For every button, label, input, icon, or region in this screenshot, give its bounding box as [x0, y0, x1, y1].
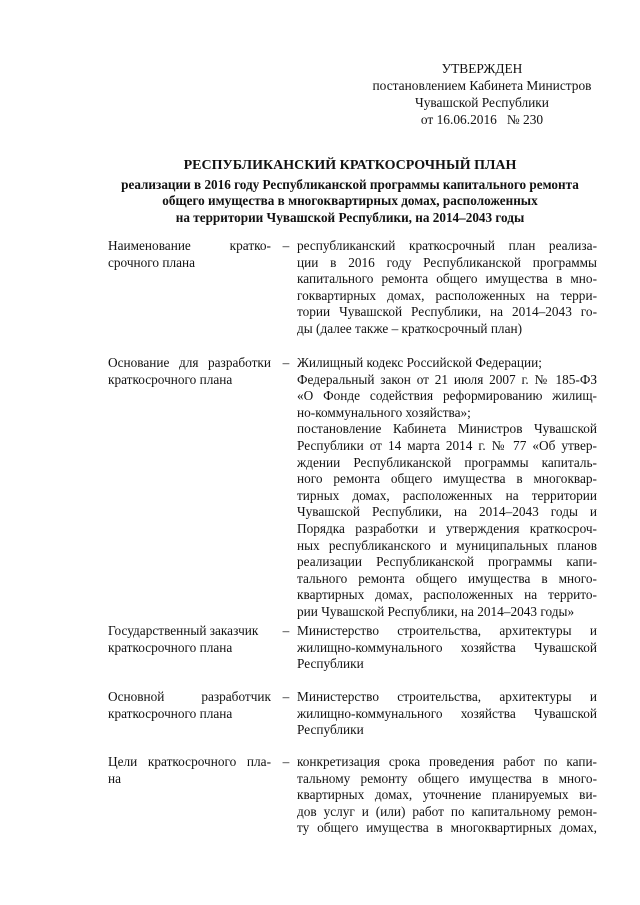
row-value-line: Порядка разработки и утверждения краткосроч- — [297, 520, 597, 536]
row-value-line: гоквартирных домах, расположенных на терри- — [297, 287, 597, 303]
row-label — [108, 238, 271, 271]
row-value-line: Республики — [297, 656, 364, 672]
document-heading — [100, 158, 600, 226]
row-value — [297, 754, 597, 837]
row-label-line: краткосрочного плана — [108, 639, 233, 655]
row-value-line: рии Чувашской Республики, на 2014–2043 годы» — [297, 603, 575, 619]
row-value-line: тальному ремонту общего имущества в много- — [297, 770, 597, 786]
row-value-line: ды (далее также – краткосрочный план) — [297, 320, 523, 336]
row-value — [297, 238, 597, 338]
row-label — [108, 689, 271, 722]
row-dash: – — [282, 623, 290, 638]
row-value-line: капитального ремонта общего имущества в мно- — [297, 271, 597, 287]
row-value — [297, 689, 597, 739]
row-value-line: конкретизация срока проведения работ по капи- — [297, 754, 597, 769]
document-title: РЕСПУБЛИКАНСКИЙ КРАТКОСРОЧНЫЙ ПЛАН — [183, 158, 517, 173]
row-value-line: Министерство строительства, архитектуры и — [297, 689, 597, 704]
row-label — [108, 623, 271, 656]
row-value-line: жилищно-коммунального хозяйства Чувашской — [297, 639, 597, 655]
row-value-line: «О Фонде содействия реформированию жилищ- — [297, 388, 597, 404]
row-label-line: краткосрочного плана — [108, 705, 233, 721]
row-value-line: Жилищный кодекс Российской Федерации; — [297, 355, 542, 370]
approval-line: постановлением Кабинета Министров — [372, 78, 592, 93]
row-label-line: Основание для разработки — [108, 355, 271, 370]
row-dash: – — [282, 689, 290, 704]
row-value-line: ту общего имущества в многоквартирных домах, — [297, 820, 597, 836]
row-value-line: Республики от 14 марта 2014 г. № 77 «Об утвер- — [297, 437, 597, 453]
row-label-line: Цели краткосрочного пла- — [108, 754, 271, 769]
row-value — [297, 355, 597, 621]
row-value-line: квартирных домах, уточнение планируемых ви- — [297, 787, 597, 803]
document-subtitle-line: на территории Чувашской Республики, на 2014–2043 годы — [175, 209, 525, 225]
row-label-line: на — [108, 770, 122, 786]
row-dash: – — [282, 754, 290, 769]
row-value-line: реализации Республиканской программы капи- — [297, 554, 597, 570]
row-label — [108, 754, 271, 787]
row-label-line: Государственный заказчик — [108, 623, 259, 638]
row-value-line: Республики — [297, 722, 364, 738]
row-value-line: республиканский краткосрочный план реализа- — [297, 238, 597, 253]
approval-stamp — [362, 60, 602, 128]
row-label — [108, 355, 271, 388]
row-value-line: тального ремонта общего имущества в много- — [297, 570, 597, 586]
row-label-line: Наименование кратко- — [108, 238, 271, 253]
row-label-line: Основной разработчик — [108, 689, 271, 704]
row-value-line: квартирных домах, расположенных на террито- — [297, 587, 597, 603]
approval-line: от 16.06.2016 № 230 — [420, 112, 544, 127]
approval-line: Чувашской Республики — [415, 95, 549, 110]
row-value-line: ного ремонта общего имущества в многоквар- — [297, 471, 597, 487]
row-value-line: но-коммунального хозяйства»; — [297, 404, 471, 420]
row-value-line: дов услуг и (или) работ по капитальному ремон- — [297, 803, 597, 819]
row-value-line: Федеральный закон от 21 июля 2007 г. № 185-ФЗ — [297, 371, 597, 387]
row-value-line: ции в 2016 году Республиканской программы — [297, 254, 597, 270]
row-dash: – — [282, 238, 290, 253]
row-value-line: тирных домах, расположенных на территории — [297, 487, 597, 503]
row-label-line: срочного плана — [108, 254, 196, 270]
row-value-line: постановление Кабинета Министров Чувашской — [297, 421, 597, 437]
row-value-line: Министерство строительства, архитектуры и — [297, 623, 597, 638]
row-value — [297, 623, 597, 673]
document-subtitle-line: общего имущества в многоквартирных домах, расположенных — [162, 193, 538, 209]
row-value-line: ных республиканского и муниципальных планов — [297, 537, 597, 553]
row-dash: – — [282, 355, 290, 370]
approval-line: УТВЕРЖДЕН — [441, 61, 523, 76]
row-value-line: Чувашской Республики, на 2014–2043 годы и — [297, 504, 597, 520]
row-value-line: тории Чувашской Республики, на 2014–2043 го- — [297, 304, 597, 320]
document-subtitle-line: реализации в 2016 году Республиканской программы капитального ремонта — [121, 176, 579, 192]
row-value-line: ждении Республиканской программы капиталь- — [297, 454, 597, 470]
row-value-line: жилищно-коммунального хозяйства Чувашской — [297, 705, 597, 721]
row-label-line: краткосрочного плана — [108, 371, 233, 387]
